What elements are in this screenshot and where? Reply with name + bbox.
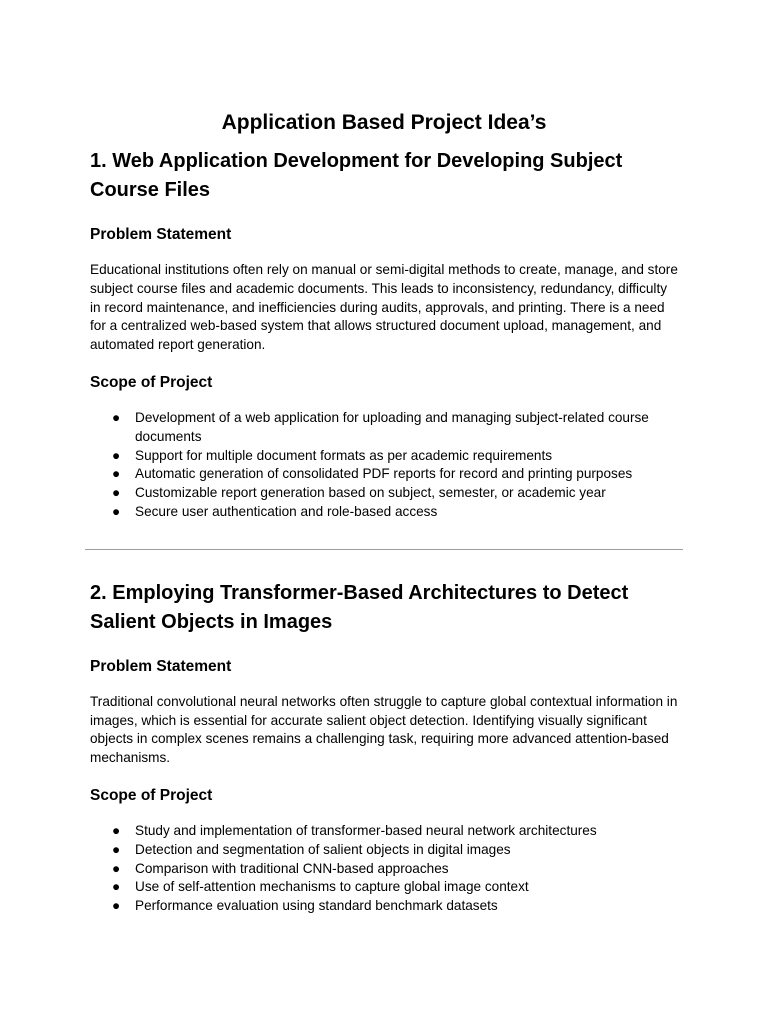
section-2-scope-heading: Scope of Project xyxy=(90,786,213,804)
list-item xyxy=(90,897,678,916)
bullet-icon: ● xyxy=(112,860,121,876)
section-1-scope-list xyxy=(90,409,678,522)
bullet-icon: ● xyxy=(112,466,121,482)
list-item xyxy=(90,503,678,522)
section-2-problem-text: Traditional convolutional neural networks often struggle to capture global contextual information in images, which is essential for accurate salient object detection. Identifying visually significant objects in complex scenes remains a challenging task, requiring more advanced attention-based mechanisms. xyxy=(90,693,678,766)
section-1-problem-text: Educational institutions often rely on manual or semi-digital methods to create, manage, and store subject course files and academic documents. This leads to inconsistency, redundancy, difficulty in record maintenance, and inefficiencies during audits, approvals, and printing. There is a need for a centralized web-based system that allows structured document upload, management, and automated report generation. xyxy=(90,262,678,353)
list-item xyxy=(90,841,678,860)
list-item xyxy=(90,409,678,447)
list-item-text: Performance evaluation using standard benchmark datasets xyxy=(135,898,498,914)
section-2-scope-list xyxy=(90,822,678,916)
bullet-icon: ● xyxy=(112,485,121,501)
section-2-heading: 2. Employing Transformer-Based Architectures to Detect Salient Objects in Images xyxy=(90,581,629,633)
list-item xyxy=(90,484,678,503)
list-item xyxy=(90,465,678,484)
section-divider xyxy=(85,549,683,550)
bullet-icon: ● xyxy=(112,879,121,895)
list-item xyxy=(90,878,678,897)
list-item xyxy=(90,447,678,466)
list-item xyxy=(90,860,678,879)
list-item-text: Support for multiple document formats as per academic requirements xyxy=(135,447,553,463)
section-1-scope-heading: Scope of Project xyxy=(90,373,213,391)
list-item-text: Use of self-attention mechanisms to capture global image context xyxy=(135,879,529,895)
list-item-text: Secure user authentication and role-based access xyxy=(135,503,438,519)
bullet-icon: ● xyxy=(112,447,121,463)
bullet-icon: ● xyxy=(112,898,121,914)
list-item-text: Detection and segmentation of salient objects in digital images xyxy=(135,841,511,857)
bullet-icon: ● xyxy=(112,503,121,519)
list-item xyxy=(90,822,678,841)
list-item-text: Study and implementation of transformer-based neural network architectures xyxy=(135,822,597,838)
list-item-text: Automatic generation of consolidated PDF reports for record and printing purposes xyxy=(135,466,633,482)
section-1-problem-heading: Problem Statement xyxy=(90,226,232,243)
section-2-problem-heading: Problem Statement xyxy=(90,657,232,675)
list-item-text: Development of a web application for uploading and managing subject-related course documents xyxy=(135,409,649,444)
bullet-icon: ● xyxy=(112,822,121,838)
list-item-text: Customizable report generation based on subject, semester, or academic year xyxy=(135,485,606,501)
bullet-icon: ● xyxy=(112,841,121,857)
list-item-text: Comparison with traditional CNN-based approaches xyxy=(135,860,449,876)
document-title: Application Based Project Idea’s xyxy=(221,111,547,134)
bullet-icon: ● xyxy=(112,409,121,425)
section-1-heading: 1. Web Application Development for Developing Subject Course Files xyxy=(90,150,623,201)
